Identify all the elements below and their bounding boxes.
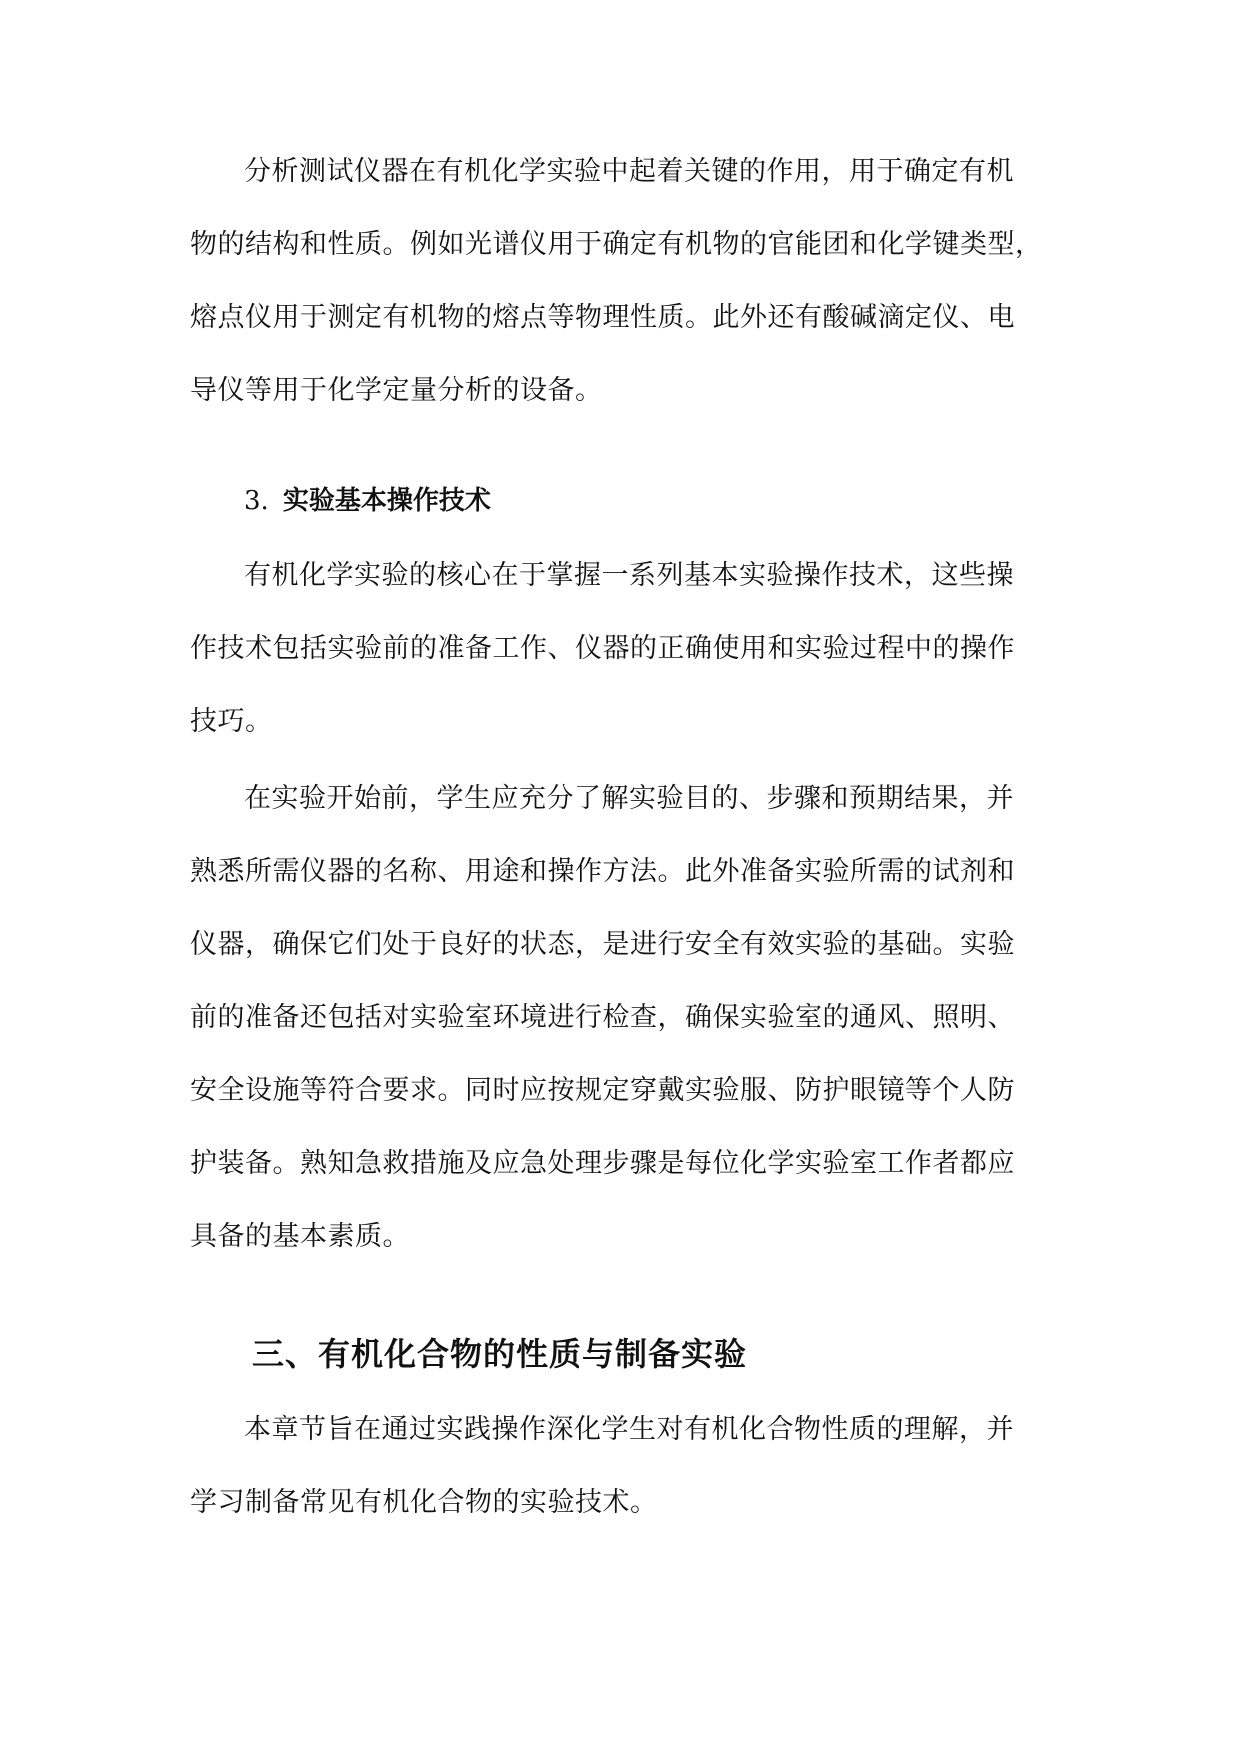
section-title: 实验基本操作技术 xyxy=(282,486,491,516)
section-heading xyxy=(244,483,491,519)
chapter-heading: 三、有机化合物的性质与制备实验 xyxy=(252,1335,748,1373)
paragraph-1-line-4: 导仪等用于化学定量分析的设备。 xyxy=(190,375,603,406)
paragraph-3-line-1: 在实验开始前，学生应充分了解实验目的、步骤和预期结果，并 xyxy=(244,783,1014,814)
paragraph-3-line-2: 熟悉所需仪器的名称、用途和操作方法。此外准备实验所需的试剂和 xyxy=(190,856,1015,887)
paragraph-3-line-6: 护装备。熟知急救措施及应急处理步骤是每位化学实验室工作者都应 xyxy=(190,1148,1015,1179)
section-number: 3. xyxy=(244,486,269,516)
paragraph-3-line-5: 安全设施等符合要求。同时应按规定穿戴实验服、防护眼镜等个人防 xyxy=(190,1075,1015,1106)
paragraph-2-line-1: 有机化学实验的核心在于掌握一系列基本实验操作技术，这些操 xyxy=(244,560,1014,591)
paragraph-4-line-1: 本章节旨在通过实践操作深化学生对有机化合物性质的理解，并 xyxy=(244,1414,1014,1445)
paragraph-1-line-3: 熔点仪用于测定有机物的熔点等物理性质。此外还有酸碱滴定仪、电 xyxy=(190,302,1015,333)
paragraph-3-line-4: 前的准备还包括对实验室环境进行检查，确保实验室的通风、照明、 xyxy=(190,1002,1015,1033)
paragraph-3-line-3: 仪器，确保它们处于良好的状态，是进行安全有效实验的基础。实验 xyxy=(190,929,1015,960)
paragraph-2-line-2: 作技术包括实验前的准备工作、仪器的正确使用和实验过程中的操作 xyxy=(190,633,1015,664)
paragraph-3-line-7: 具备的基本素质。 xyxy=(190,1221,410,1252)
paragraph-1-line-1: 分析测试仪器在有机化学实验中起着关键的作用，用于确定有机 xyxy=(244,156,1014,187)
paragraph-1-line-2: 物的结构和性质。例如光谱仪用于确定有机物的官能团和化学键类型， xyxy=(190,229,1043,260)
paragraph-2-line-3: 技巧。 xyxy=(190,706,273,737)
paragraph-4-line-2: 学习制备常见有机化合物的实验技术。 xyxy=(190,1487,658,1518)
